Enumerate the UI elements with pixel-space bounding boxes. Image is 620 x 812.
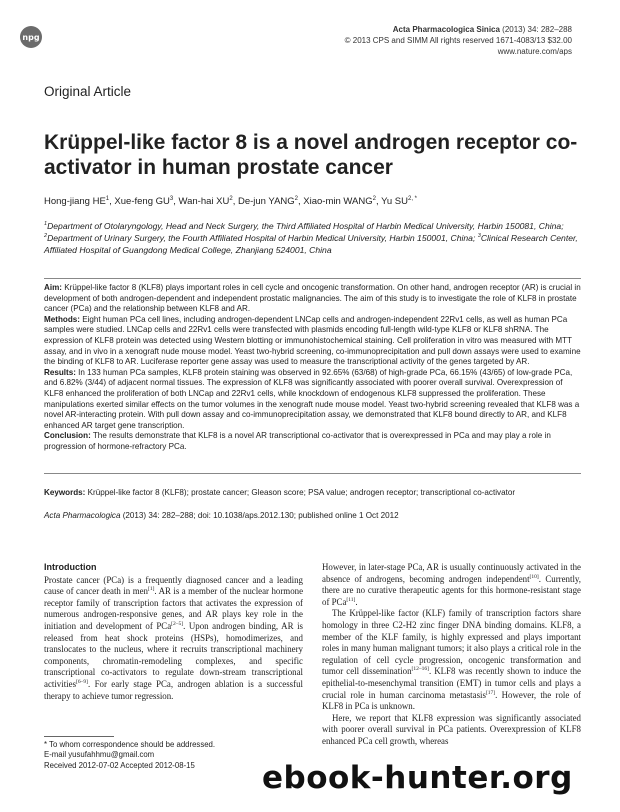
journal-name: Acta Pharmacologica Sinica (392, 25, 500, 34)
abstract-methods (44, 315, 581, 368)
author-list: Hong-jiang $HE^1$, Xue-feng $GU^3$, Wan-hai $XU^2$, De-jun YANG$^2$, Xiao-min WANG$^2$, Yu $SU^{2, *}$ (44, 195, 418, 207)
body-paragraph (44, 575, 303, 703)
body-text: . KLF8 was recently shown to induce the epithelial-to-mesenchymal transition (EMT) in tumor cells and plays a crucial role in human carcinoma metastasis (322, 666, 581, 700)
author: Xiao-min WANG (303, 196, 373, 207)
article-type: Original Article (44, 84, 132, 99)
reference-link[interactable]: [1] (147, 586, 155, 593)
author-affiliation: 2 (229, 195, 233, 202)
abstract-methods-label: Methods: (44, 314, 80, 324)
body-paragraph (322, 562, 581, 608)
affiliations (44, 220, 584, 257)
author-affiliation: 2 (294, 195, 298, 202)
abstract-aim-label: Aim: (44, 283, 62, 292)
journal-url[interactable]: www.nature.com/aps (497, 47, 572, 56)
abstract (44, 278, 581, 474)
body-text: Prostate cancer (PCa) is a frequently diagnosed cancer and a leading cause of cancer death in men (44, 574, 303, 597)
watermark: ebook-hunter.org (262, 754, 620, 802)
abstract-results (44, 368, 581, 432)
author: Wan-hai XU (178, 196, 230, 207)
citation-details[interactable]: (2013) 34: 282–288; doi: 10.1038/aps.2012.130; published online 1 Oct 2012 (120, 511, 399, 520)
journal-header (345, 24, 572, 57)
journal-volume: (2013) 34: 282–288 (499, 25, 572, 34)
reference-link[interactable]: [6–9] (76, 678, 88, 685)
reference-link[interactable]: [11] (346, 596, 356, 603)
keywords (44, 487, 584, 498)
abstract-results-text: In 133 human PCa samples, KLF8 protein staining was observed in 92.65% (63/68) of high-grade PCa, 66.15% (43/65) of low-grade PCa, and 6.82% (3/44) of adjacent normal tissues. The expression of KLF8 was significantly associated with poorer overall survival. Overexpression of KLF8 enhanced the proliferation of both LNCap and 22Rv1 cells, while knockdown of endogenous KLF8 suppressed the proliferation. These manipulations exerted similar effects on the tumor volumes in the xenograft nude mouse model. Yeast two-hybrid screening revealed that KLF8 was a novel AR-interacting protein. With pull down assay and co-immunoprecipitation assay, we demonstrated that KLF8 bound directly to AR, and KLF8 enhanced AR target gene transcription. (44, 367, 580, 430)
abstract-conclusion (44, 431, 581, 452)
affiliation-text: Clinical Research Center, Affiliated Hospital of Guangdong Medical College, Zhanjiang 524001, China (44, 233, 578, 256)
body-paragraph (322, 608, 581, 712)
body-text: . Currently, there are no curative therapeutic agents for this hormone-resistant stage of PCa (322, 573, 581, 607)
body-text: . However, the role of KLF8 in PCa is unknown. (322, 689, 581, 712)
abstract-conclusion-text: The results demonstrate that KLF8 is a novel AR transcriptional co-activator that is overexpressed in PCa and may play a role in progression of hormone-refractory PCa. (44, 431, 551, 451)
author: Yu SU (381, 196, 408, 207)
abstract-conclusion-label: Conclusion: (44, 431, 91, 441)
affiliation-text: Department of Otolaryngology, Head and Neck Surgery, the Third Affiliated Hospital of Harbin Medical University, Harbin 150081, China; (47, 221, 564, 231)
copyright-line: © 2013 CPS and SIMM All rights reserved 1671-4083/13 $32.00 (344, 36, 572, 45)
npg-logo: npg (20, 26, 42, 48)
body-text: . AR is a member of the nuclear hormone receptor family of transcription factors that activates the expression of numerous androgen-responsive genes, and AR plays key role in the initiation and development of PCa (44, 586, 304, 631)
body-text: . (355, 596, 358, 607)
body-text: . For early stage PCa, androgen ablation is a successful therapy to achieve tumor regression. (44, 678, 303, 701)
affiliation-number: 3 (477, 233, 481, 240)
footnote-correspondence: * To whom correspondence should be addressed. (44, 740, 216, 749)
journal-line (345, 24, 572, 35)
reference-link[interactable]: [12–16] (411, 666, 429, 673)
body-text: The Krüppel-like factor (KLF) family of transcription factors share homology in three C2-H2 zinc finger DNA binding domains. KLF8, a member of the KLF family, is highly expressed and plays important roles in many human malignant tumors; it also plays a critical role in the regulation of cell cycle progression, oncogenic transformation and tumor cell dissemination (322, 608, 581, 677)
author: Xue-feng GU (114, 196, 170, 207)
affiliation-number: 1 (44, 221, 48, 228)
author: De-jun YANG (237, 196, 295, 207)
abstract-aim-text: Krüppel-like factor 8 (KLF8) plays important roles in cell cycle and oncogenic transformation. On other hand, androgen receptor (AR) is crucial in development of both androgen-dependent and independent prostatic malignancies. The aim of this study is to investigate the role of KLF8 in prostate cancer (PCa) and the relationship between KLF8 and AR. (44, 283, 581, 314)
citation-journal: Acta Pharmacologica (44, 511, 121, 520)
body-column-right (322, 562, 581, 748)
citation-line (44, 510, 584, 521)
article-title: Krüppel-like factor 8 is a novel androgen receptor co-activator in human prostate cancer (44, 131, 578, 179)
keywords-label: Keywords: (44, 488, 86, 497)
footnote-divider (44, 736, 114, 737)
affiliation-number: 2 (44, 233, 48, 240)
abstract-aim (44, 283, 581, 315)
author-affiliation: 2, * (408, 195, 418, 202)
body-paragraph: Here, we report that KLF8 expression was significantly associated with poorer overall survival in PCa patients. Overexpression of KLF8 enhanced PCa cell growth, whereas (322, 712, 581, 746)
abstract-results-label: Results: (44, 367, 76, 377)
footnote-email[interactable]: E-mail yusufahhmu@gmail.com (44, 750, 155, 760)
reference-link[interactable]: [17] (485, 689, 496, 696)
reference-link[interactable]: [2–5] (171, 621, 184, 627)
footnote-dates: Received 2012-07-02 Accepted 2012-08-15 (44, 760, 195, 770)
keywords-text: Krüppel-like factor 8 (KLF8); prostate cancer; Gleason score; PSA value; androgen receptor; transcriptional co-activator (85, 488, 516, 497)
author-affiliation: 1 (105, 195, 110, 202)
author: Hong-jiang HE (44, 196, 106, 207)
abstract-methods-text: Eight human PCa cell lines, including androgen-dependent LNCap cells and androgen-independent 22Rv1 cells, as well as human PCa samples were studied. LNCap cells and 22Rv1 cells were transfected with plasmids encoding full-length wild-type KLF8 or KLF8 shRNA. The expression of KLF8 protein was detected using Western blotting or immunohistochemical staining. Cell proliferation in vitro was measured with MTT assay, and in vivo in a xenograft nude mouse model. Yeast two-hybrid screening, co-immunoprecipitation and pull down assays were used to examine the binding of KLF8 to AR. Luciferase reporter gene assay was used to measure the transcriptional activity of the genes targeted by AR. (44, 314, 581, 367)
body-column-left (44, 562, 303, 702)
section-heading: Introduction (44, 562, 97, 572)
author-affiliation: 3 (169, 195, 174, 202)
reference-link[interactable]: [10] (529, 573, 539, 580)
body-text: However, in later-stage PCa, AR is usually continuously activated in the absence of androgens, becoming androgen independent (322, 562, 581, 584)
body-text: . Upon androgen binding, AR is released from heat shock proteins (HSPs), homodimerizes, and translocates to the nucleus, where it recruits transcriptional machinery components, chromatin-remodeling complexes, and specific transcriptional co-activators to regulate down-stream transcriptional activities (44, 620, 303, 689)
affiliation-text: Department of Urinary Surgery, the Fourth Affiliated Hospital of Harbin Medical University, Harbin 150001, China; (47, 233, 478, 244)
author-affiliation: 2 (372, 195, 376, 202)
